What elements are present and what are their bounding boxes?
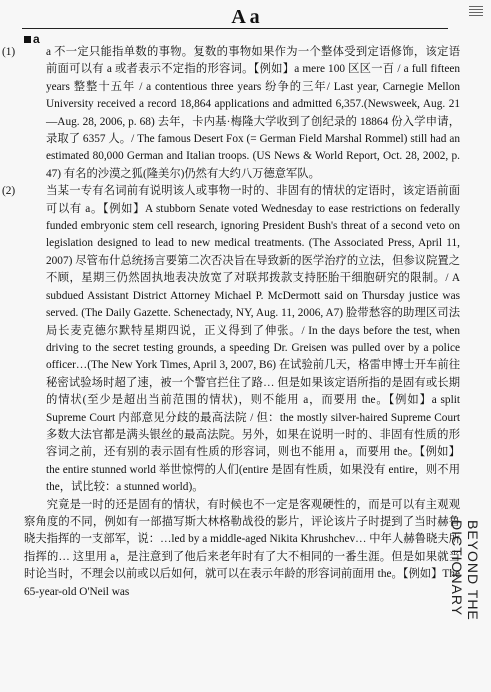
corner-marks [469, 6, 483, 18]
section-1 [2, 44, 460, 183]
section-text: a 不一定只能指单数的事物。复数的事物如果作为一个整体受到定语修饰，该定语前面可以有 a 或者表示不定指的形容词。【例如】a mere 100 区区一百 / a full fifteen years 整整十五年 / a contentious three years 纷争的三年/ Last year, Carnegie Mellon University received a record 18,864 applications and admitted 6,357.(Newsweek, Aug. 21—Aug. 28, 2006, p. 68) 去年，卡内基·梅隆大学收到了创纪录的 18864 份入学申请，录取了 6357 人。/ The famous Desert Fox (= German Field Marshal Rommel) still had an estimated 80,000 German and Italian troops. (US News & World Report, Oct. 28, 2002, p. 47) 有名的沙漠之狐(隆美尔)仍然有大约八万德意军队。 [46, 46, 460, 180]
section-number: (2) [2, 185, 16, 198]
headword: a [33, 32, 40, 46]
section-text: 当某一专有名词前有说明该人或事物一时的、非固有的情状的定语时，该定语前面可以有 a。【例如】A stubborn Senate voted Wednesday to ease restrictions on federally funded embryonic stem cell research, ignoring President Bush's threat of a second veto on legislation designed to lead to new medical treatments. (The Associated Press, April 11, 2007) 尽管布什总统扬言要第二次否决旨在导致新的医学治疗的立法，但参议院置之不顾，星期三仍然固执地表决放宽了对联邦拨款支持胚胎干细胞研究的限制。/ A subdued Assistant District Attorney Michael P. McDermott said on Thursday justice was served. (The Daily Gazette. Schenectady, NY, Aug. 11, 2006, A7) 脸带愁容的助理区司法局长麦克德尔默特星期四说，正义得到了伸张。/ In the days before the test, when driving to the secret testing grounds, a speeding Dr. Greisen was pulled over by a police officer…(The New York Times, April 3, 2007, B6) 在试验前几天，格雷申博士开车前往秘密试验场时超了速，被一个警官拦住了路… 但是如果该定语所指的是固有或长期的情状(至少是超出当前范围的情状)，则不能用 a，而要用 the。【例如】a split Supreme Court 内部意见分歧的最高法院 / 但：the mostly silver-haired Supreme Court 多数大法官都是满头银丝的最高法院。另外，如果在说明一时的、非固有性质的形容词之前，还有别的表示固有性质的形容词，则也不能用 a，而要用 the。【例如】the entire stunned world 举世惊愕的人们(entire 是固有性质，如果没有 entire，则不用 the，试比较：a stunned world)。 [46, 185, 460, 494]
entry-body [2, 44, 460, 601]
section-number: (1) [2, 46, 16, 58]
page-title: A a [231, 6, 260, 28]
section-2 [2, 183, 460, 496]
header-rule [22, 28, 448, 29]
section-text: 究竟是一时的还是固有的情状，有时候也不一定是客观硬性的，而是可以有主观观察角度的不同，例如有一部描写斯大林格勒战役的影片，评论该片子时提到了当时赫鲁晓夫指挥的一支部军，说：…led by a middle-aged Nikita Khrushchev… 中年人赫鲁晓夫所指挥的… 这里用 a，是注意到了他后来老年时有了大不相同的一番生涯。但是如果就当时论当时，不理会以前或以后如何，就可以在表示年龄的形容词前面用 the。【例如】The 65-year-old O'Neil was [24, 498, 460, 598]
side-label: BEYOND THE DICTIONARY [449, 520, 481, 621]
bullet-square-icon [24, 36, 31, 43]
section-2-continuation [24, 497, 460, 601]
